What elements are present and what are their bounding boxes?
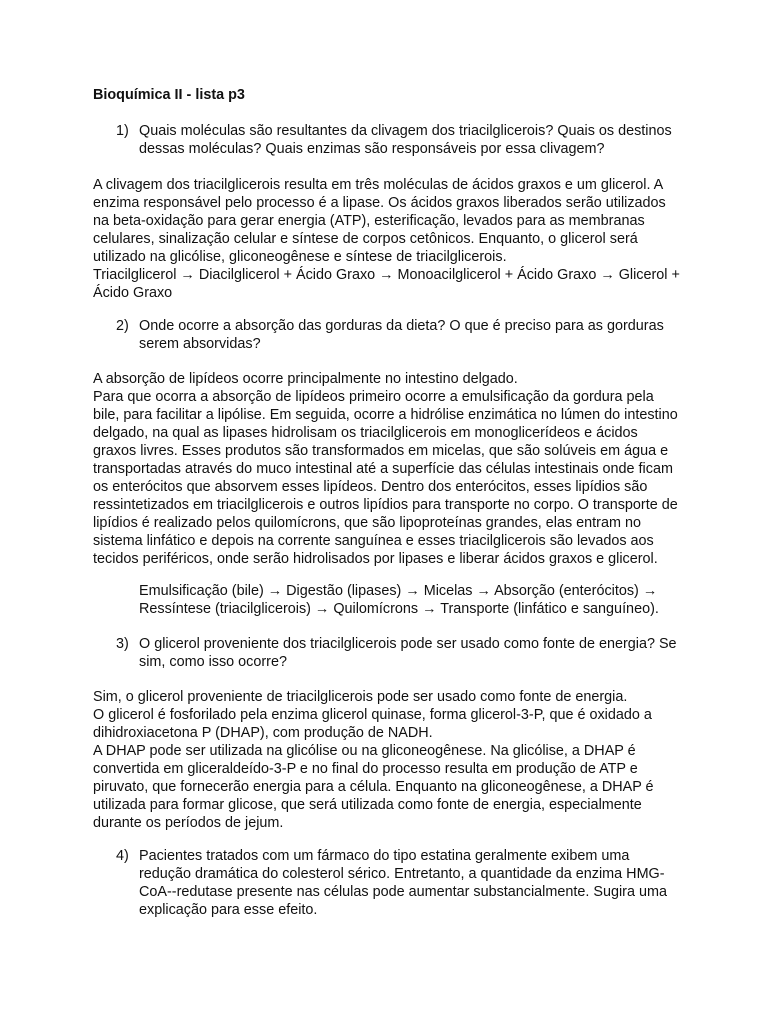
question-1 (93, 122, 683, 158)
absorption-flow: Emulsificação (bile) → Digestão (lipases) → Micelas → Absorção (enterócitos) → Ressíntese (triacilglicerois) → Quilomícrons → Transporte (linfático e sanguíneo). (139, 583, 659, 617)
answer-2 (93, 370, 683, 568)
answer-paragraph: Para que ocorra a absorção de lipídeos primeiro ocorre a emulsificação da gordura pela bile, para facilitar a lipólise. Em seguida, ocorre a hidrólise enzimática no lúmen do intestino delgado, na qual as lipases hidrolisam os triacilglicerois em monoglicerídeos e ácidos graxos livres. Esses produtos são transformados em micelas, que são solúveis em água e transportadas através do muco intestinal até a superfície das células intestinais onde ficam os enterócitos que absorvem esses lipídeos. Dentro dos enterócitos, esses lipídios são ressintetizados em triacilglicerois e outros lipídios para transporte no corpo. O transporte de lipídios é realizado pelos quilomícrons, que são lipoproteínas grandes, elas entram no sistema linfático e depois na corrente sanguínea e esses triacilglicerois são levados aos tecidos periféricos, onde serão hidrolisados por lipases e liberar ácidos graxos e glicerol. (93, 389, 678, 567)
answer-reaction: Triacilglicerol → Diacilglicerol + Ácido Graxo → Monoacilglicerol + Ácido Graxo → Glicerol + Ácido Graxo (93, 267, 680, 301)
question-text: O glicerol proveniente dos triacilglicerois pode ser usado como fonte de energia? Se sim, como isso ocorre? (139, 636, 677, 670)
answer-paragraph: A DHAP pode ser utilizada na glicólise ou na gliconeogênese. Na glicólise, a DHAP é convertida em gliceraldeído-3-P e no final do processo resulta em produção de ATP e piruvato, que fornecerão energia para a célula. Enquanto na gliconeogênese, a DHAP é utilizada para formar glicose, que será utilizada como fonte de energia, especialmente durante os períodos de jejum. (93, 743, 654, 831)
question-number: 1) (116, 123, 129, 139)
answer-paragraph: A absorção de lipídeos ocorre principalmente no intestino delgado. (93, 371, 518, 387)
question-number: 3) (116, 636, 129, 652)
question-text: Pacientes tratados com um fármaco do tipo estatina geralmente exibem uma redução dramática do colesterol sérico. Entretanto, a quantidade da enzima HMG-CoA--redutase presente nas células pode aumentar substancialmente. Sugira uma explicação para esse efeito. (139, 848, 667, 918)
answer-1 (93, 176, 683, 302)
document-title: Bioquímica II - lista p3 (93, 87, 245, 103)
question-number: 2) (116, 318, 129, 334)
answer-paragraph: O glicerol é fosforilado pela enzima glicerol quinase, forma glicerol-3-P, que é oxidado a dihidroxiacetona P (DHAP), com produção de NADH. (93, 707, 652, 741)
answer-paragraph: Sim, o glicerol proveniente de triacilglicerois pode ser usado como fonte de energia. (93, 689, 628, 705)
answer-3 (93, 688, 683, 832)
answer-paragraph: A clivagem dos triacilglicerois resulta em três moléculas de ácidos graxos e um glicerol. A enzima responsável pelo processo é a lipase. Os ácidos graxos liberados serão utilizados na beta-oxidação para gerar energia (ATP), esterificação, levados para as membranas celulares, sinalização celular e síntese de corpos cetônicos. Enquanto, o glicerol será utilizado na glicólise, gliconeogênese e síntese de triacilglicerois. (93, 177, 666, 265)
question-4 (93, 847, 683, 919)
question-2 (93, 317, 683, 353)
question-3 (93, 635, 683, 671)
question-number: 4) (116, 848, 129, 864)
question-text: Quais moléculas são resultantes da clivagem dos triacilglicerois? Quais os destinos dessas moléculas? Quais enzimas são responsáveis por essa clivagem? (139, 123, 672, 157)
question-text: Onde ocorre a absorção das gorduras da dieta? O que é preciso para as gorduras serem absorvidas? (139, 318, 664, 352)
